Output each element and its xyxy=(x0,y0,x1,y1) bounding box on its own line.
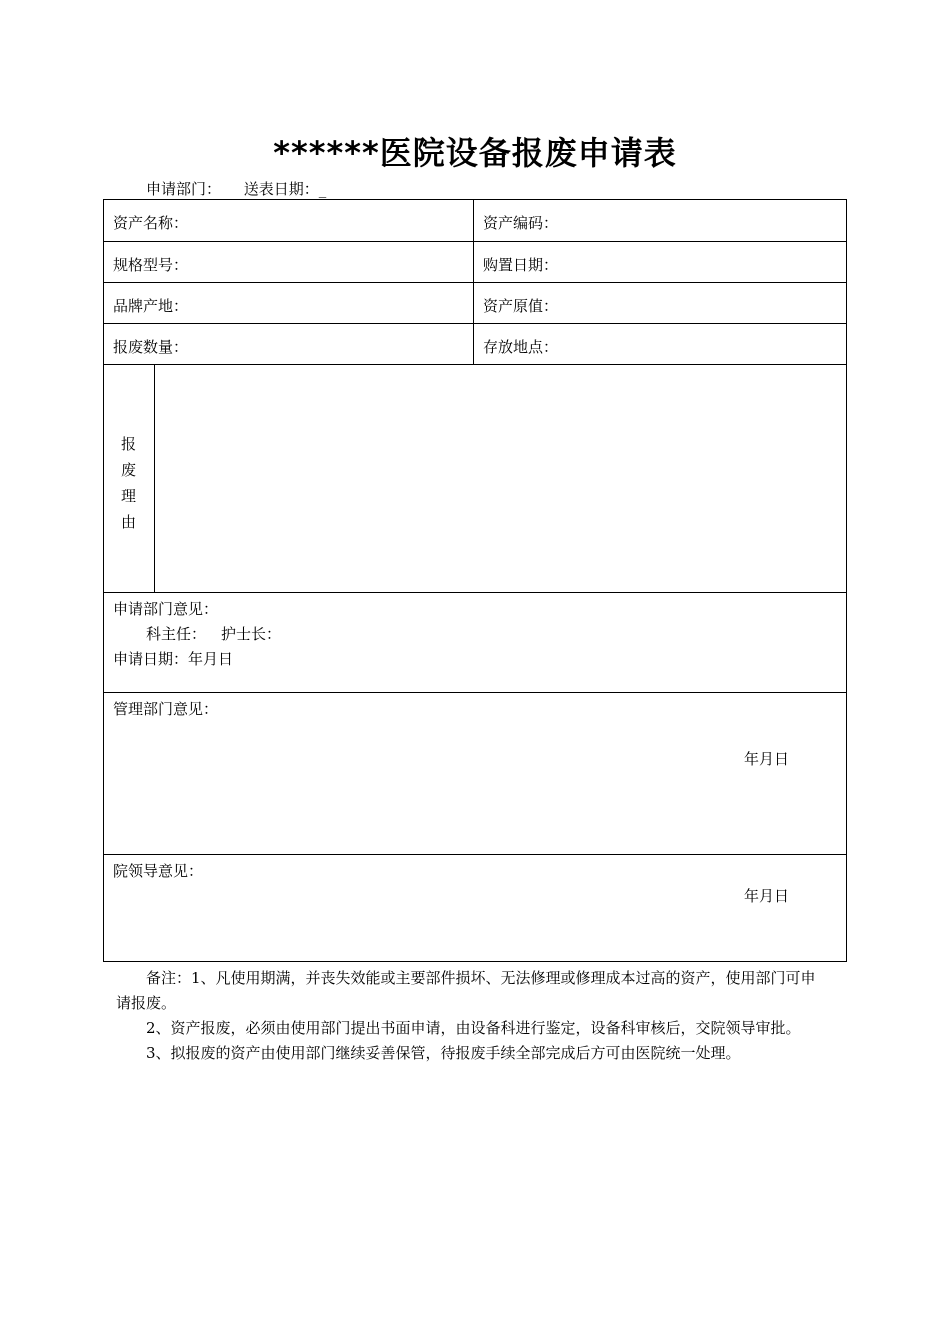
form-notes xyxy=(116,966,816,1066)
head-nurse-label: 护士长： xyxy=(221,625,282,643)
reason-char: 废 xyxy=(121,461,137,479)
note-item: 2、资产报废，必须由使用部门提出书面申请，由设备科进行鉴定，设备科审核后，交院领导审批。 xyxy=(146,1019,801,1037)
dept-opinion-section[interactable] xyxy=(104,593,846,693)
original-value-field[interactable]: 资产原值： xyxy=(483,297,559,315)
page-title: ******医院设备报废申请表 xyxy=(273,134,677,172)
reason-char: 由 xyxy=(121,513,137,531)
form-row-brand xyxy=(104,283,846,324)
mgmt-opinion-date: 年月日 xyxy=(744,750,790,768)
spec-model-field[interactable]: 规格型号： xyxy=(104,242,474,282)
note-item: 3、拟报废的资产由使用部门继续妥善保管，待报废手续全部完成后方可由医院统一处理。 xyxy=(146,1044,741,1062)
form-row-asset xyxy=(104,200,846,242)
brand-origin-field[interactable]: 品牌产地： xyxy=(104,283,474,323)
apply-date-label: 申请日期：年月日 xyxy=(113,650,234,668)
scrap-quantity-field[interactable]: 报废数量： xyxy=(104,324,474,364)
leader-opinion-section[interactable] xyxy=(104,855,846,961)
form-meta xyxy=(146,178,344,199)
dept-opinion-label: 申请部门意见： xyxy=(113,600,219,618)
director-label: 科主任： xyxy=(146,625,207,643)
purchase-date-field[interactable]: 购置日期： xyxy=(483,256,559,274)
form-row-quantity xyxy=(104,324,846,365)
scrap-application-form xyxy=(103,199,847,962)
form-row-reason xyxy=(104,365,846,593)
scrap-reason-label xyxy=(104,365,155,592)
reason-char: 报 xyxy=(121,435,137,453)
storage-location-field[interactable]: 存放地点： xyxy=(483,338,559,356)
apply-dept-label: 申请部门： xyxy=(146,180,222,198)
asset-name-field[interactable]: 资产名称： xyxy=(104,200,474,241)
form-row-spec xyxy=(104,242,846,283)
leader-opinion-label: 院领导意见： xyxy=(113,862,204,880)
mgmt-opinion-label: 管理部门意见： xyxy=(113,700,219,718)
leader-opinion-date: 年月日 xyxy=(744,887,790,905)
scrap-reason-input[interactable] xyxy=(155,365,846,592)
submit-date-label: 送表日期：_ xyxy=(243,180,327,198)
note-item: 备注：1、凡使用期满，并丧失效能或主要部件损坏、无法修理或修理成本过高的资产，使用部门可申请报废。 xyxy=(116,969,816,1012)
reason-char: 理 xyxy=(121,487,137,505)
mgmt-opinion-section[interactable] xyxy=(104,693,846,855)
asset-code-field[interactable]: 资产编码： xyxy=(483,214,559,232)
